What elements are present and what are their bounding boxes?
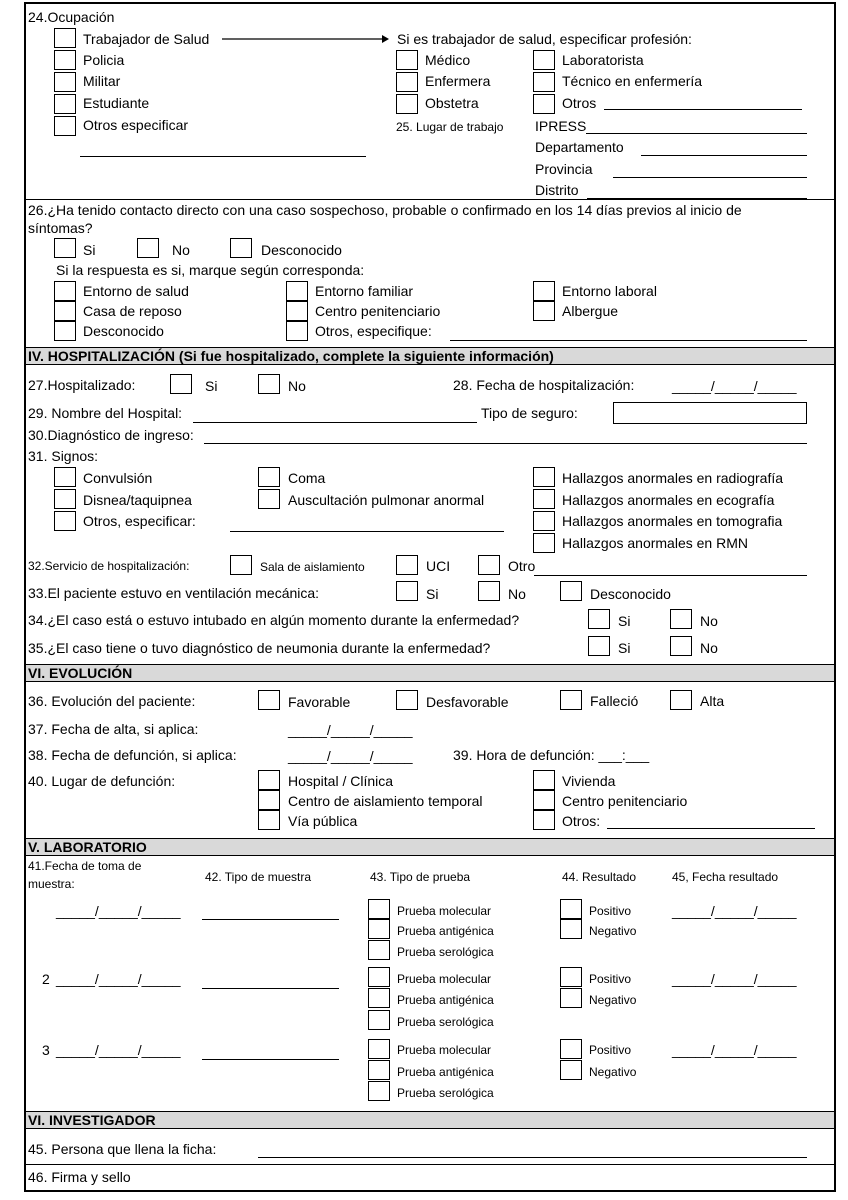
checkbox-obstetra[interactable] [396,94,418,114]
checkbox-positivo[interactable] [560,899,582,919]
hospitalizado-si-label: Si [205,378,218,394]
tipo-seguro-label: Tipo de seguro: [481,405,578,421]
lab-header-resultado: 44. Resultado [562,870,637,884]
q24-label: 24.Ocupación [28,9,115,25]
checkbox-contacto-no[interactable] [137,238,159,258]
option-negativo: Negativo [589,993,637,1007]
checkbox-intubado-si[interactable] [588,609,610,629]
checkbox-prueba-antigenica[interactable] [368,988,390,1008]
q30-label: 30.Diagnóstico de ingreso: [28,427,194,443]
lab-row-fecha-toma[interactable]: _____/_____/_____ [56,971,181,987]
option-militar: Militar [83,73,121,89]
profesion-prompt: Si es trabajador de salud, especificar profesión: [397,31,692,47]
option-vivienda: Vivienda [562,773,616,789]
checkbox-ventilacion-si[interactable] [396,581,418,601]
option-otros-signos: Otros, especificar: [83,513,196,529]
fecha-alta-field[interactable]: _____/_____/_____ [288,722,413,738]
checkbox-otros-signos[interactable] [54,511,76,531]
section-header-laboratorio [26,838,834,856]
intubado-si-label: Si [618,613,631,629]
lab-header-fecha-resultado: 45, Fecha resultado [672,870,779,884]
option-prueba-serologica: Prueba serológica [397,1086,494,1100]
neumonia-no-label: No [700,640,718,656]
checkbox-neumonia-no[interactable] [670,636,692,656]
lab-header-fecha-toma-2: muestra: [28,877,75,891]
option-tecnico-enfermeria: Técnico en enfermería [562,73,703,89]
option-convulsion: Convulsión [83,470,153,486]
option-entorno-salud: Entorno de salud [83,283,189,299]
option-otros-defuncion: Otros: [562,813,601,829]
option-entorno-familiar: Entorno familiar [315,283,414,299]
checkbox-otros-especifique[interactable] [286,321,308,341]
option-disnea: Disnea/taquipnea [83,492,192,508]
contacto-si-label: Si [83,242,96,258]
option-negativo: Negativo [589,1065,637,1079]
option-otros-especificar: Otros especificar [83,117,189,133]
option-albergue: Albergue [562,303,619,319]
option-auscultacion: Auscultación pulmonar anormal [288,492,485,508]
checkbox-prueba-serologica[interactable] [368,1010,390,1030]
otros-profesion-line[interactable] [604,109,802,110]
lab-row-number: 2 [42,971,50,987]
lab-row-fecha-resultado[interactable]: _____/_____/_____ [672,1042,797,1058]
lab-row-fecha-resultado[interactable]: _____/_____/_____ [672,971,797,987]
checkbox-auscultacion[interactable] [258,489,280,509]
checkbox-trabajador-salud[interactable] [54,28,76,48]
checkbox-favorable[interactable] [258,690,280,710]
field-provincia: Provincia [535,161,593,177]
q32-label: 32.Servicio de hospitalización: [28,559,190,573]
divider [24,1164,836,1165]
option-otro-servicio: Otro [508,558,536,574]
arrow-right-icon [222,33,390,45]
lab-header-tipo-prueba: 43. Tipo de prueba [370,870,471,884]
field-distrito: Distrito [535,182,579,198]
q36-label: 36. Evolución del paciente: [28,693,196,709]
option-favorable: Favorable [288,694,351,710]
lab-header-tipo-muestra: 42. Tipo de muestra [205,870,312,884]
hospitalizado-no-label: No [288,378,306,394]
checkbox-prueba-antigenica[interactable] [368,1060,390,1080]
option-prueba-serologica: Prueba serológica [397,1015,494,1029]
q31-label: 31. Signos: [28,448,99,464]
section-header-investigador [26,1111,834,1129]
divider [24,199,836,200]
option-alta: Alta [700,693,725,709]
section-title-laboratorio: V. LABORATORIO [28,839,147,855]
checkbox-prueba-serologica[interactable] [368,1081,390,1101]
option-uci: UCI [426,558,451,574]
checkbox-medico[interactable] [396,50,418,70]
option-estudiante: Estudiante [83,95,150,111]
provincia-line[interactable] [613,177,807,178]
option-prueba-antigenica: Prueba antigénica [397,1065,494,1079]
option-coma: Coma [288,470,326,486]
fecha-defuncion-field[interactable]: _____/_____/_____ [288,748,413,764]
checkbox-rmn[interactable] [533,533,555,553]
option-centro-aislamiento: Centro de aislamiento temporal [288,793,483,809]
checkbox-ecografia[interactable] [533,489,555,509]
checkbox-laboratorista[interactable] [533,50,555,70]
ipress-line[interactable] [586,133,807,134]
field-ipress: IPRESS [535,118,587,134]
option-casa-reposo: Casa de reposo [83,303,182,319]
checkbox-negativo[interactable] [560,1060,582,1080]
checkbox-positivo[interactable] [560,1039,582,1059]
option-prueba-molecular: Prueba molecular [397,972,492,986]
q35-label: 35.¿El caso tiene o tuvo diagnóstico de neumonia durante la enfermedad? [28,640,491,656]
checkbox-desfavorable[interactable] [396,690,418,710]
field-departamento: Departamento [535,139,624,155]
nombre-hospital-line[interactable] [193,422,477,423]
diagnostico-ingreso-line[interactable] [204,443,807,444]
option-prueba-molecular: Prueba molecular [397,1043,492,1057]
q38-label: 38. Fecha de defunción, si aplica: [28,747,237,763]
option-sala-aislamiento: Sala de aislamiento [260,560,365,574]
section-title-investigador: VI. INVESTIGADOR [28,1112,156,1128]
option-positivo: Positivo [589,904,632,918]
option-enfermera: Enfermera [425,73,491,89]
option-obstetra: Obstetra [425,95,479,111]
option-via-publica: Vía pública [288,813,358,829]
q27-label: 27.Hospitalizado: [28,377,136,393]
lab-row-fecha-toma[interactable]: _____/_____/_____ [56,1042,181,1058]
section-title-evolucion: VI. EVOLUCIÓN [28,665,133,681]
q26-label-line2: síntomas? [28,220,93,236]
checkbox-via-publica[interactable] [258,810,280,830]
checkbox-centro-aislamiento[interactable] [258,790,280,810]
checkbox-albergue[interactable] [533,301,555,321]
q33-label: 33.El paciente estuvo en ventilación mecánica: [28,585,320,601]
checkbox-tecnico-enfermeria[interactable] [533,72,555,92]
checkbox-positivo[interactable] [560,967,582,987]
checkbox-centro-penitenciario-defuncion[interactable] [533,790,555,810]
lab-row-tipo-muestra-line[interactable] [202,919,339,920]
checkbox-otros-profesion[interactable] [533,94,555,114]
section-title-hospitalizacion: IV. HOSPITALIZACIÓN (Si fue hospitalizado, complete la siguiente información) [28,348,554,364]
checkbox-centro-penitenciario-contacto[interactable] [286,301,308,321]
q26-sub-prompt: Si la respuesta es si, marque según corresponda: [56,262,365,278]
otro-servicio-line[interactable] [534,575,807,576]
checkbox-contacto-si[interactable] [54,238,76,258]
option-negativo: Negativo [589,924,637,938]
checkbox-prueba-molecular[interactable] [368,899,390,919]
option-laboratorista: Laboratorista [562,52,644,68]
checkbox-prueba-molecular[interactable] [368,967,390,987]
departamento-line[interactable] [641,155,807,156]
option-centro-penitenciario-contacto: Centro penitenciario [315,303,441,319]
checkbox-otro-servicio[interactable] [478,555,500,575]
q45-persona-label: 45. Persona que llena la ficha: [28,1141,217,1157]
option-entorno-laboral: Entorno laboral [562,283,657,299]
checkbox-prueba-antigenica[interactable] [368,919,390,939]
checkbox-contacto-tipo-desconocido[interactable] [54,321,76,341]
option-desfavorable: Desfavorable [426,694,509,710]
option-positivo: Positivo [589,972,632,986]
section-header-hospitalizacion [26,347,834,365]
checkbox-prueba-molecular[interactable] [368,1039,390,1059]
ventilacion-no-label: No [508,586,526,602]
option-otros-profesion: Otros [562,95,597,111]
option-prueba-molecular: Prueba molecular [397,904,492,918]
option-otros-especifique: Otros, especifique: [315,323,432,339]
checkbox-entorno-familiar[interactable] [286,281,308,301]
checkbox-alta[interactable] [670,690,692,710]
checkbox-negativo[interactable] [560,919,582,939]
checkbox-policia[interactable] [54,50,76,70]
checkbox-convulsion[interactable] [54,467,76,487]
option-policia: Policia [83,52,125,68]
option-ecografia: Hallazgos anormales en ecografía [562,492,775,508]
q28-label: 28. Fecha de hospitalización: [453,377,635,393]
persona-llena-ficha-line[interactable] [258,1157,807,1158]
checkbox-negativo[interactable] [560,988,582,1008]
checkbox-sala-aislamiento[interactable] [230,555,252,575]
checkbox-hospital-clinica[interactable] [258,770,280,790]
lab-row-tipo-muestra-line[interactable] [202,1059,339,1060]
lab-row-number: 3 [42,1042,50,1058]
checkbox-disnea[interactable] [54,489,76,509]
checkbox-otros-especificar[interactable] [54,116,76,136]
checkbox-otros-defuncion[interactable] [533,810,555,830]
otros-signos-line[interactable] [230,531,504,532]
option-hospital-clinica: Hospital / Clínica [288,773,394,789]
checkbox-casa-reposo[interactable] [54,301,76,321]
q46-firma-label: 46. Firma y sello [28,1169,131,1185]
checkbox-militar[interactable] [54,72,76,92]
otros-especifique-line[interactable] [450,340,807,341]
otros-defuncion-line[interactable] [607,828,815,829]
contacto-no-label: No [172,242,190,258]
ventilacion-si-label: Si [426,586,439,602]
checkbox-prueba-serologica[interactable] [368,940,390,960]
checkbox-fallecio[interactable] [560,690,582,710]
checkbox-neumonia-si[interactable] [588,636,610,656]
fecha-hospitalizacion-field[interactable]: _____/_____/_____ [672,378,797,394]
lab-row-fecha-toma[interactable]: _____/_____/_____ [56,903,181,919]
lab-header-fecha-toma-1: 41.Fecha de toma de [28,859,142,873]
q29-label: 29. Nombre del Hospital: [28,405,183,421]
q39-label[interactable]: 39. Hora de defunción: ___:___ [453,747,650,763]
checkbox-ventilacion-no[interactable] [478,581,500,601]
checkbox-tomografia[interactable] [533,511,555,531]
lab-row-tipo-muestra-line[interactable] [202,988,339,989]
option-tomografia: Hallazgos anormales en tomografia [562,513,783,529]
q26-label-line1: 26.¿Ha tenido contacto directo con una caso sospechoso, probable o confirmado en los 14 días previos al inicio de [28,202,742,218]
checkbox-entorno-laboral[interactable] [533,281,555,301]
option-prueba-serologica: Prueba serológica [397,945,494,959]
option-fallecio: Falleció [590,693,639,709]
q25-label: 25. Lugar de trabajo [396,120,504,134]
checkbox-enfermera[interactable] [396,72,418,92]
checkbox-coma[interactable] [258,467,280,487]
neumonia-si-label: Si [618,640,631,656]
checkbox-intubado-no[interactable] [670,609,692,629]
checkbox-vivienda[interactable] [533,770,555,790]
section-header-evolucion [26,664,834,682]
option-positivo: Positivo [589,1043,632,1057]
option-trabajador-salud: Trabajador de Salud [83,31,210,47]
q37-label: 37. Fecha de alta, si aplica: [28,721,199,737]
option-prueba-antigenica: Prueba antigénica [397,993,494,1007]
checkbox-contacto-desconocido[interactable] [230,238,252,258]
tipo-seguro-field[interactable] [613,402,807,424]
ventilacion-desconocido-label: Desconocido [590,586,671,602]
contacto-desconocido-label: Desconocido [261,242,342,258]
checkbox-hospitalizado-si[interactable] [170,374,192,394]
option-contacto-tipo-desconocido: Desconocido [83,323,164,339]
option-radiografia: Hallazgos anormales en radiografía [562,470,784,486]
lab-row-fecha-resultado[interactable]: _____/_____/_____ [672,903,797,919]
option-centro-penitenciario-defuncion: Centro penitenciario [562,793,688,809]
checkbox-hospitalizado-no[interactable] [258,374,280,394]
option-rmn: Hallazgos anormales en RMN [562,535,748,551]
otros-especificar-line[interactable] [80,156,366,157]
q34-label: 34.¿El caso está o estuvo intubado en algún momento durante la enfermedad? [28,612,520,628]
intubado-no-label: No [700,613,718,629]
checkbox-entorno-salud[interactable] [54,281,76,301]
option-prueba-antigenica: Prueba antigénica [397,924,494,938]
checkbox-uci[interactable] [396,555,418,575]
checkbox-estudiante[interactable] [54,94,76,114]
option-medico: Médico [425,52,471,68]
q40-label: 40. Lugar de defunción: [28,773,176,789]
checkbox-radiografia[interactable] [533,467,555,487]
checkbox-ventilacion-desconocido[interactable] [560,581,582,601]
